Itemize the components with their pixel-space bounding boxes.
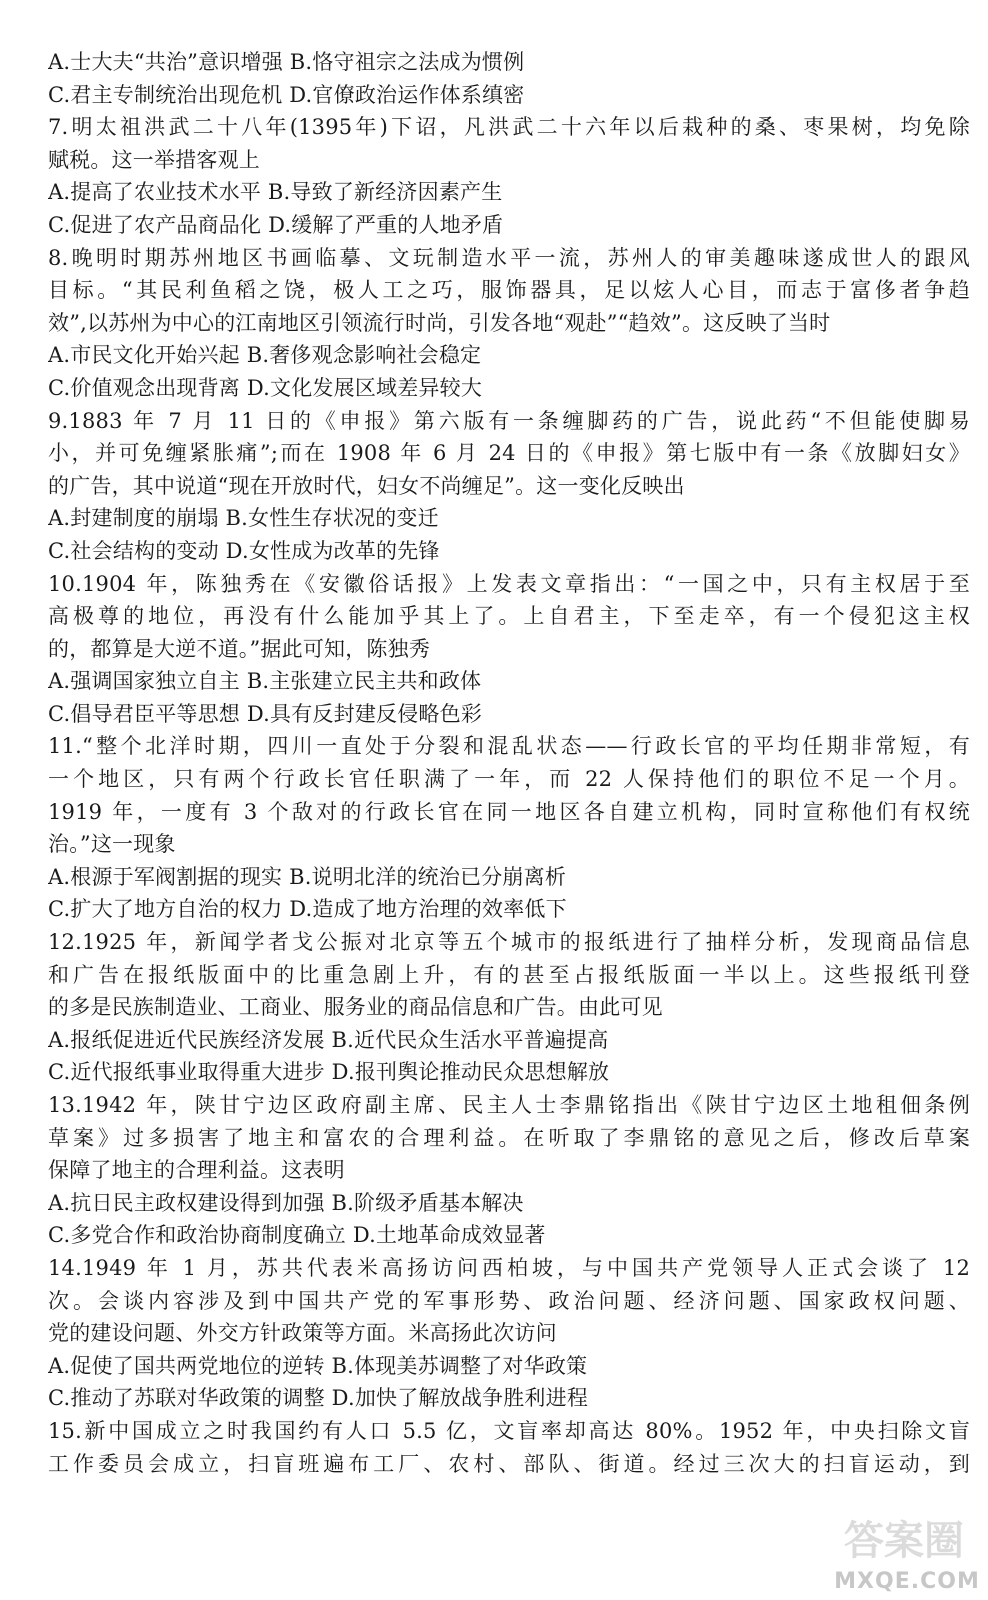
text-line: 14.1949 年 1 月，苏共代表米高扬访问西柏坡，与中国共产党领导人正式会谈了 12 bbox=[48, 1255, 970, 1280]
text-line: C.多党合作和政治协商制度确立 D.土地革命成效显著 bbox=[48, 1223, 546, 1248]
text-line: 一个地区，只有两个行政长官任职满了一年，而 22 人保持他们的职位不足一个月。 bbox=[48, 767, 970, 792]
watermark-url: MXQE.COM bbox=[834, 1569, 980, 1594]
text-line: A.根源于军阀割据的现实 B.说明北洋的统治已分崩离析 bbox=[48, 864, 567, 889]
text-line: C.社会结构的变动 D.女性成为改革的先锋 bbox=[48, 538, 440, 563]
text-line: C.君主专制统治出现危机 D.官僚政治运作体系缜密 bbox=[48, 82, 525, 107]
text-line: C.近代报纸事业取得重大进步 D.报刊舆论推动民众思想解放 bbox=[48, 1060, 610, 1085]
text-line: 保障了地主的合理利益。这表明 bbox=[48, 1158, 345, 1183]
text-line: A.促使了国共两党地位的逆转 B.体现美苏调整了对华政策 bbox=[48, 1353, 588, 1378]
text-line: 11.“整个北洋时期，四川一直处于分裂和混乱状态——行政长官的平均任期非常短，有 bbox=[48, 734, 970, 759]
text-line: 15.新中国成立之时我国约有人口 5.5 亿，文盲率却高达 80%。1952 年，中央扫除文盲 bbox=[48, 1418, 970, 1443]
text-line: 治。”这一现象 bbox=[48, 832, 176, 857]
text-line: C.价值观念出现背离 D.文化发展区域差异较大 bbox=[48, 375, 483, 400]
text-line: A.报纸促进近代民族经济发展 B.近代民众生活水平普遍提高 bbox=[48, 1027, 609, 1052]
watermark-logo-text: 答案圈 bbox=[844, 1518, 964, 1564]
text-line: 13.1942 年，陕甘宁边区政府副主席、民主人士李鼎铭指出《陕甘宁边区土地租佃条例 bbox=[48, 1093, 970, 1117]
text-line: 小，并可免缠紧胀痛”;而在 1908 年 6 月 24 日的《申报》第七版中有一条《放脚妇女》 bbox=[48, 441, 970, 466]
text-line: 7.明太祖洪武二十八年(1395年)下诏，凡洪武二十六年以后栽种的桑、枣果树，均免除 bbox=[48, 115, 970, 140]
text-line: 10.1904 年，陈独秀在《安徽俗话报》上发表文章指出：“一国之中，只有主权居于至 bbox=[48, 571, 970, 596]
text-line: 的多是民族制造业、工商业、服务业的商品信息和广告。由此可见 bbox=[48, 995, 663, 1020]
text-line: 1919 年，一度有 3 个敌对的行政长官在同一地区各自建立机构，同时宣称他们有权统 bbox=[48, 799, 970, 824]
text-line: 12.1925 年，新闻学者戈公振对北京等五个城市的报纸进行了抽样分析，发现商品信息 bbox=[48, 930, 970, 955]
text-line: 草案》过多损害了地主和富农的合理利益。在听取了李鼎铭的意见之后，修改后草案 bbox=[48, 1125, 970, 1150]
text-line: A.封建制度的崩塌 B.女性生存状况的变迁 bbox=[48, 506, 439, 531]
text-line: A.提高了农业技术水平 B.导致了新经济因素产生 bbox=[48, 180, 503, 205]
text-line: C.扩大了地方自治的权力 D.造成了地方治理的效率低下 bbox=[48, 897, 567, 922]
text-line: 效”,以苏州为中心的江南地区引领流行时尚，引发各地“观赴”“趋效”。这反映了当时 bbox=[48, 310, 831, 335]
text-line: 次。会谈内容涉及到中国共产党的军事形势、政治问题、经济问题、国家政权问题、 bbox=[48, 1288, 970, 1313]
text-line: 9.1883 年 7 月 11 日的《申报》第六版有一条缠脚药的广告，说此药“不但能使脚易 bbox=[48, 408, 970, 433]
text-line: A.抗日民主政权建设得到加强 B.阶级矛盾基本解决 bbox=[48, 1190, 524, 1215]
text-line: 党的建设问题、外交方针政策等方面。米高扬此次访问 bbox=[48, 1321, 557, 1346]
text-line: 高极尊的地位，再没有什么能加乎其上了。上自君主，下至走卒，有一个侵犯这主权 bbox=[48, 604, 970, 629]
text-line: A.士大夫“共治”意识增强 B.恪守祖宗之法成为惯例 bbox=[48, 50, 525, 74]
text-line: 的，都算是大逆不道。”据此可知，陈独秀 bbox=[48, 636, 431, 661]
text-line: 8.晚明时期苏州地区书画临摹、文玩制造水平一流，苏州人的审美趣味遂成世人的跟风 bbox=[48, 245, 970, 270]
text-line: C.推动了苏联对华政策的调整 D.加快了解放战争胜利进程 bbox=[48, 1386, 589, 1411]
text-line: 目标。“其民利鱼稻之饶，极人工之巧，服饰器具，足以炫人心目，而志于富侈者争趋 bbox=[48, 278, 970, 303]
text-line: C.促进了农产品商品化 D.缓解了严重的人地矛盾 bbox=[48, 212, 504, 237]
text-line: 的广告，其中说道“现在开放时代，妇女不尚缠足”。这一变化反映出 bbox=[48, 473, 685, 498]
text-line: A.市民文化开始兴起 B.奢侈观念影响社会稳定 bbox=[48, 343, 482, 368]
text-line: 赋税。这一举措客观上 bbox=[48, 147, 260, 172]
text-line: A.强调国家独立自主 B.主张建立民主共和政体 bbox=[48, 669, 482, 694]
text-line: 工作委员会成立，扫盲班遍布工厂、农村、部队、街道。经过三次大的扫盲运动，到 bbox=[48, 1451, 970, 1476]
text-line: C.倡导君臣平等思想 D.具有反封建反侵略色彩 bbox=[48, 701, 483, 726]
text-line: 和广告在报纸版面中的比重急剧上升，有的甚至占报纸版面一半以上。这些报纸刊登 bbox=[48, 962, 970, 987]
